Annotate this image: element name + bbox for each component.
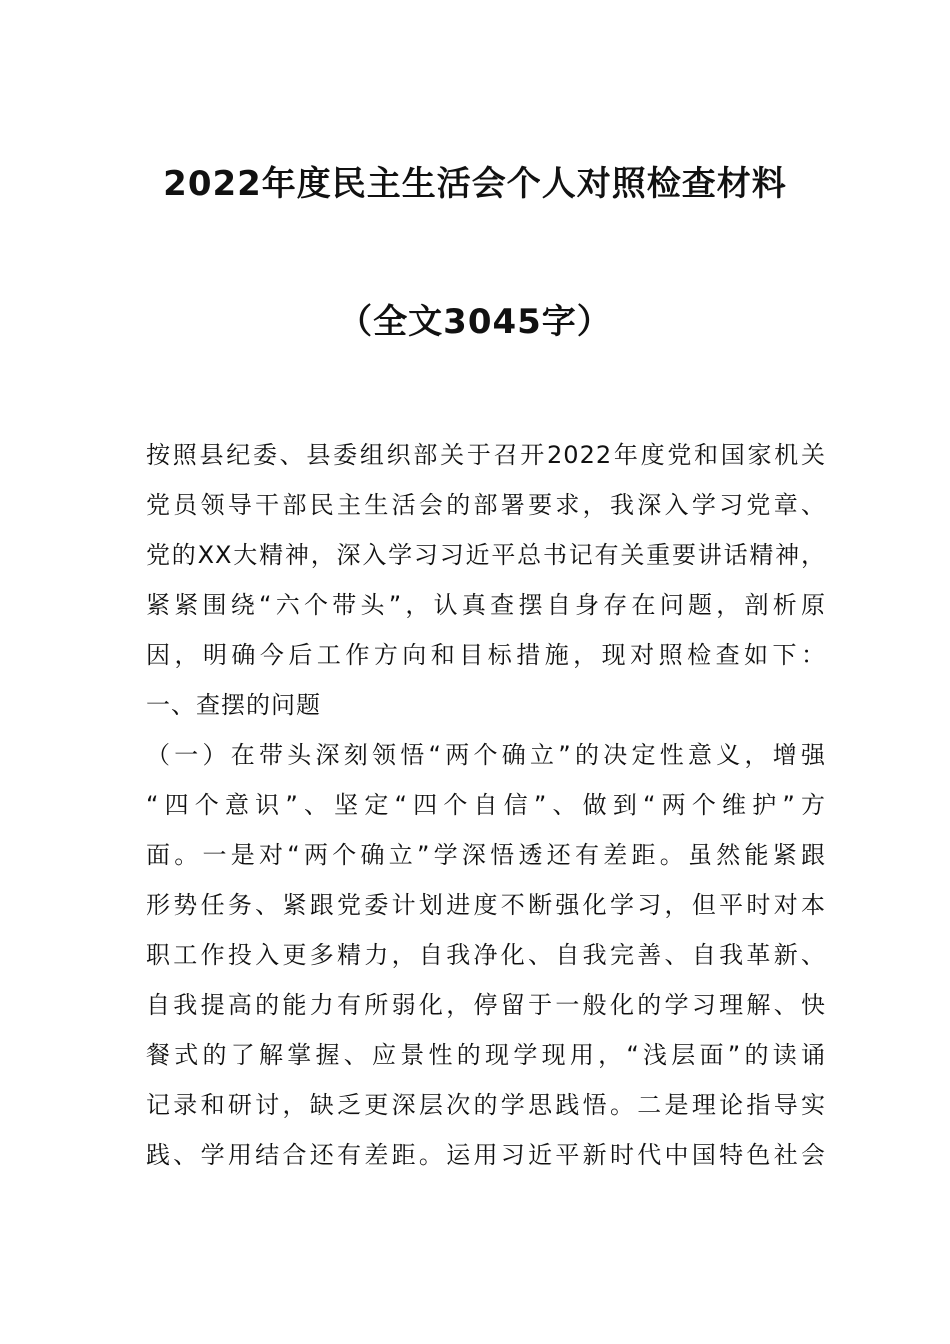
document-subtitle: （全文3045字） (338, 302, 612, 342)
body-line: “四个意识”、坚定“四个自信”、做到“两个维护”方 (146, 791, 826, 819)
body-line: 形势任务、紧跟党委计划进度不断强化学习，但平时对本 (146, 891, 826, 919)
body-line: 职工作投入更多精力，自我净化、自我完善、自我革新、 (146, 941, 826, 969)
body-line: 践、学用结合还有差距。运用习近平新时代中国特色社会 (146, 1141, 826, 1169)
body-line: 因，明确今后工作方向和目标措施，现对照检查如下： (146, 641, 826, 669)
document-body (146, 430, 826, 1180)
body-line: 餐式的了解掌握、应景性的现学现用，“浅层面”的读诵 (146, 1041, 826, 1069)
body-line: 党的XX大精神，深入学习习近平总书记有关重要讲话精神， (146, 541, 826, 569)
body-line: 自我提高的能力有所弱化，停留于一般化的学习理解、快 (146, 991, 826, 1019)
body-line: 党员领导干部民主生活会的部署要求，我深入学习党章、 (146, 491, 826, 519)
section-heading: 一、查摆的问题 (146, 691, 321, 719)
body-line: 按照县纪委、县委组织部关于召开2022年度党和国家机关 (146, 441, 826, 469)
body-line: 记录和研讨，缺乏更深层次的学思践悟。二是理论指导实 (146, 1091, 826, 1119)
body-line: （一）在带头深刻领悟“两个确立”的决定性意义，增强 (146, 741, 826, 769)
body-line: 面。一是对“两个确立”学深悟透还有差距。虽然能紧跟 (146, 841, 826, 869)
body-line: 紧紧围绕“六个带头”，认真查摆自身存在问题，剖析原 (146, 591, 826, 619)
document-title: 2022年度民主生活会个人对照检查材料 (163, 164, 787, 204)
